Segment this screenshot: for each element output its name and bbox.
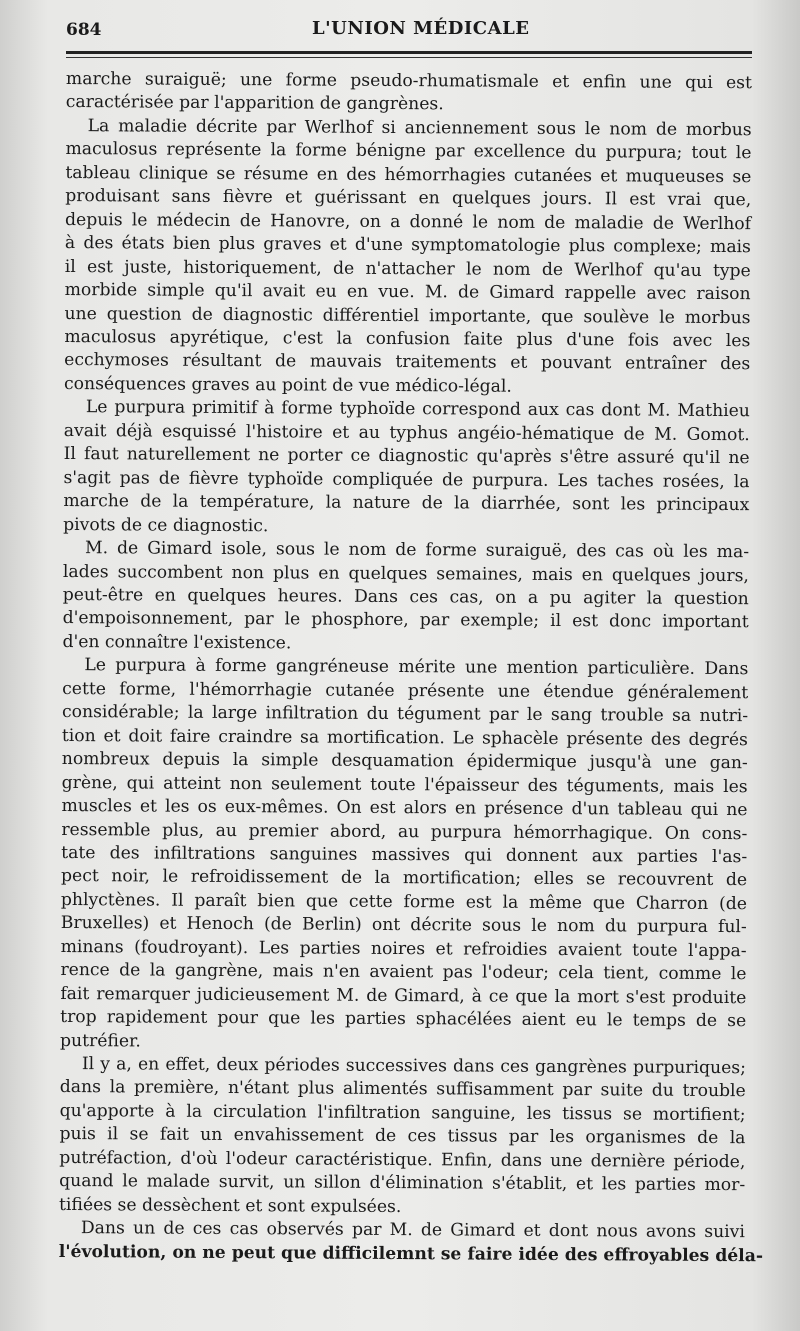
text-line: muscles et les os eux-mêmes. On est alors en présence d'un tableau qui ne [61, 796, 748, 821]
text-line: il est juste, historiquement, de n'attacher le nom de Werlhof qu'au type [64, 256, 751, 281]
text-line: conséquences graves au point de vue médico-légal. [64, 373, 512, 397]
article-body [58, 68, 764, 1268]
text-line: M. de Gimard isole, sous le nom de forme suraiguë, des cas où les ma- [85, 538, 750, 563]
text-line: caractérisée par l'apparition de gangrènes. [65, 92, 444, 115]
paragraph [64, 115, 752, 401]
text-line: pivots de ce diagnostic. [63, 514, 269, 536]
text-line: rence de la gangrène, mais n'en avaient pas l'odeur; cela tient, comme le [60, 960, 747, 985]
text-line: marche suraiguë; une forme pseudo-rhumatismale et enfin une qui est [65, 68, 752, 94]
text-line: nombreux depuis la simple desquamation épidermique jusqu'à une gan- [61, 749, 748, 774]
text-line: Il faut naturellement ne porter ce diagnostic qu'après s'être assuré qu'il ne [63, 444, 750, 469]
text-line: considérable; la large infiltration du tégument par le sang trouble sa nutri- [62, 702, 749, 727]
text-line: l'évolution, on ne peut que difficilemnt se faire idée des effroyables déla- [58, 1241, 764, 1266]
text-line: pect noir, le refroidissement de la mortification; elles se recouvrent de [61, 866, 748, 891]
text-line: peut-être en quelques heures. Dans ces cas, on a pu agiter la question [62, 584, 749, 610]
running-title: L'UNION MÉDICALE [312, 18, 530, 39]
text-line: ecchymoses résultant de mauvais traitements et pouvant entraîner des [64, 350, 751, 375]
text-line: Le purpura primitif à forme typhoïde correspond aux cas dont M. Mathieu [85, 397, 750, 422]
text-line: lades succombent non plus en quelques semaines, mais en quelques jours, [62, 561, 749, 586]
text-line: putréfaction, d'où l'odeur caractéristique. Enfin, dans une dernière période, [59, 1147, 746, 1173]
text-line: maculosus représente la forme bénigne par excellence du purpura; tout le [65, 139, 752, 164]
text-line: maculosus apyrétique, c'est la confusion faite plus d'une fois avec les [64, 326, 751, 352]
text-line: Bruxelles) et Henoch (de Berlin) ont décrite sous le nom du purpura ful- [60, 913, 747, 938]
text-line: une question de diagnostic différentiel importante, que soulève le morbus [64, 303, 751, 328]
text-line: marche de la température, la nature de la diarrhée, sont les principaux [63, 491, 750, 516]
text-line: quand le malade survit, un sillon d'élimination s'établit, et les parties mor- [59, 1171, 746, 1196]
text-line: tion et doit faire craindre sa mortification. Le sphacèle présente des degrés [61, 725, 748, 750]
text-line: d'en connaître l'existence. [62, 631, 292, 654]
text-line: à des états bien plus graves et d'une symptomatologie plus complexe; mais [64, 233, 751, 258]
page-number: 684 [66, 20, 102, 40]
paragraph [66, 68, 752, 119]
text-line: qu'apporte à la circulation l'infiltration sanguine, les tissus se mortifient; [59, 1100, 746, 1126]
text-line: avait déjà esquissé l'histoire et au typhus angéio-hématique de M. Gomot. [63, 420, 750, 445]
text-line: produisant sans fièvre et guérissant en quelques jours. Il est vrai que, [65, 186, 752, 211]
text-line: phlyctènes. Il paraît bien que cette forme est la même que Charron (de [60, 889, 747, 915]
paragraph [58, 1217, 764, 1268]
text-line: trop rapidement pour que les parties sphacélées aient eu le temps de se [60, 1007, 747, 1032]
page-header [66, 16, 750, 46]
text-line: tableau clinique se résume en des hémorrhagies cutanées et muqueuses se [65, 162, 752, 188]
paragraph [59, 1053, 746, 1221]
paragraph [63, 396, 750, 541]
text-line: Dans un de ces cas observés par M. de Gimard et dont nous avons suivi [80, 1218, 745, 1243]
text-line: tifiées se dessèchent et sont expulsées. [58, 1194, 402, 1217]
text-line: puis il se fait un envahissement de ces tissus par les organismes de la [59, 1124, 746, 1149]
text-line: Il y a, en effet, deux périodes successives dans ces gangrènes purpuriques; [81, 1054, 746, 1079]
paragraph [60, 654, 748, 1057]
text-line: depuis le médecin de Hanovre, on a donné le nom de maladie de Werlhof [65, 209, 752, 234]
text-line: s'agit pas de fièvre typhoïde compliquée de purpura. Les taches rosées, la [63, 467, 750, 492]
text-line: minans (foudroyant). Les parties noires et refroidies avaient toute l'appa- [60, 936, 747, 961]
text-line: dans la première, n'étant plus alimentés suffisamment par suite du trouble [59, 1077, 746, 1102]
text-line: fait remarquer judicieusement M. de Gimard, à ce que la mort s'est produite [60, 983, 747, 1008]
text-line: d'empoisonnement, par le phosphore, par exemple; il est donc important [62, 608, 749, 633]
text-line: putréfier. [59, 1030, 141, 1052]
text-line: Le purpura à forme gangréneuse mérite une mention particulière. Dans [84, 655, 749, 680]
text-line: La maladie décrite par Werlhof si anciennement sous le nom de morbus [87, 116, 752, 141]
text-line: ressemble plus, au premier abord, au purpura hémorrhagique. On cons- [61, 819, 748, 844]
header-rule-thin [66, 57, 752, 58]
paragraph [62, 537, 749, 658]
text-line: grène, qui atteint non seulement toute l'épaisseur des téguments, mais les [61, 772, 748, 797]
header-rule [66, 51, 752, 54]
text-line: tate des infiltrations sanguines massives qui donnent aux parties l'as- [61, 842, 748, 868]
text-line: cette forme, l'hémorrhagie cutanée présente une étendue généralement [62, 678, 749, 703]
text-line: morbide simple qu'il avait eu en vue. M. de Gimard rappelle avec raison [64, 280, 751, 305]
